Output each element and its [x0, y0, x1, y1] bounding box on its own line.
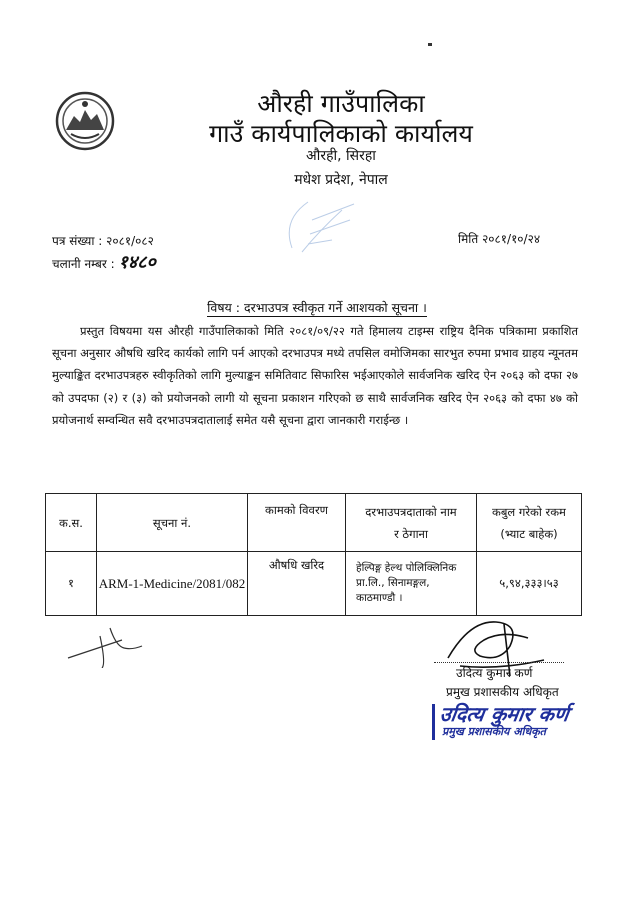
- date-label: मिति: [458, 232, 479, 246]
- name-seal-stamp: [428, 700, 570, 746]
- bidder-line3: काठमाण्डौ ।: [356, 592, 403, 604]
- seal-bar: [432, 704, 435, 740]
- column-notice-number: सूचना नं.: [97, 494, 248, 552]
- cell-amount: ५,९४,३३३।५३: [477, 552, 582, 616]
- signatory-name: उदित्य कुमार कर्ण: [456, 666, 533, 680]
- dispatch-number-value: १४८०: [118, 252, 156, 273]
- amount-header-line1: कबुल गरेको रकम: [492, 504, 566, 519]
- amount-header-line2: (भ्याट बाहेक): [500, 526, 558, 541]
- bidder-header-line2: र ठेगाना: [394, 526, 428, 541]
- cell-serial: १: [46, 552, 97, 616]
- faint-office-stamp: [262, 190, 372, 260]
- signature-line: [434, 662, 564, 663]
- table-header-row: [46, 494, 582, 552]
- scan-speck: [428, 43, 432, 46]
- signatory-title: प्रमुख प्रशासकीय अधिकृत: [446, 685, 559, 699]
- cell-bidder: [346, 552, 477, 616]
- subject-line: [0, 299, 634, 316]
- column-bidder: [346, 494, 477, 552]
- letter-number-value: २०८१/०८२: [106, 234, 154, 248]
- initial-scribble: [66, 618, 146, 668]
- organization-name: औरही गाउँपालिका: [257, 89, 425, 118]
- subject-text: विषय : दरभाउपत्र स्वीकृत गर्ने आशयको सूचना ।: [207, 300, 427, 315]
- dispatch-number-label: चलानी नम्बर :: [52, 257, 115, 271]
- notice-body: प्रस्तुत विषयमा यस औरही गाउँपालिकाको मिति २०८१/०९/२२ गते हिमालय टाइम्स राष्ट्रिय दैनिक पत्रिकामा प्रकाशित सूचना अनुसार औषधि खरिद कार्यको लागि पर्न आएको दरभाउपत्र मध्ये तपसिल वमोजिमका सारभुत रुपमा प्रभाव ग्राहय न्यूनतम मुल्याङ्कित दरभाउपत्रहरु स्वीकृतिको लागि मुल्याङ्कन समितिवाट सिफारिस भईआएकोले सार्वजनिक खरिद ऐन २०६३ को दफा २७ को उपदफा (२) र (३) को प्रयोजनको लागी यो सूचना प्रकाशन गरिएको छ साथै सार्वजनिक खरिद ऐन २०६३ को दफा ४७ को प्रयोजनार्थ सम्वन्धित सवै दरभाउपत्रदातालाई समेत यसै सूचना द्वारा जानकारी गराईन्छ ।: [52, 324, 578, 427]
- column-serial: क.स.: [46, 494, 97, 552]
- bidder-line2: प्रा.लि., सिनामङ्गल,: [356, 577, 430, 589]
- office-province: मधेश प्रदेश, नेपाल: [294, 172, 388, 188]
- seal-title: प्रमुख प्रशासकीय अधिकृत: [442, 725, 546, 738]
- seal-name: उदित्य कुमार कर्ण: [438, 702, 571, 726]
- award-table: [45, 493, 582, 616]
- bidder-header-line1: दरभाउपत्रदाताको नाम: [365, 504, 457, 519]
- letter-number: [52, 232, 154, 249]
- office-location: औरही, सिरहा: [306, 148, 376, 164]
- column-work-description: कामको विवरण: [248, 494, 346, 552]
- dispatch-number: [52, 250, 156, 274]
- letter-number-label: पत्र संख्या :: [52, 234, 103, 248]
- table-row: [46, 552, 582, 616]
- bidder-line1: हेल्पिङ्ग हेल्थ पोलिक्लिनिक: [356, 562, 457, 574]
- date-value: २०८१/१०/२४: [482, 232, 541, 246]
- column-amount: [477, 494, 582, 552]
- letter-date: [458, 230, 540, 247]
- cell-notice-number: ARM-1-Medicine/2081/082: [97, 552, 248, 616]
- cell-work: औषधि खरिद: [248, 552, 346, 616]
- office-name: गाउँ कार्यपालिकाको कार्यालय: [209, 119, 473, 148]
